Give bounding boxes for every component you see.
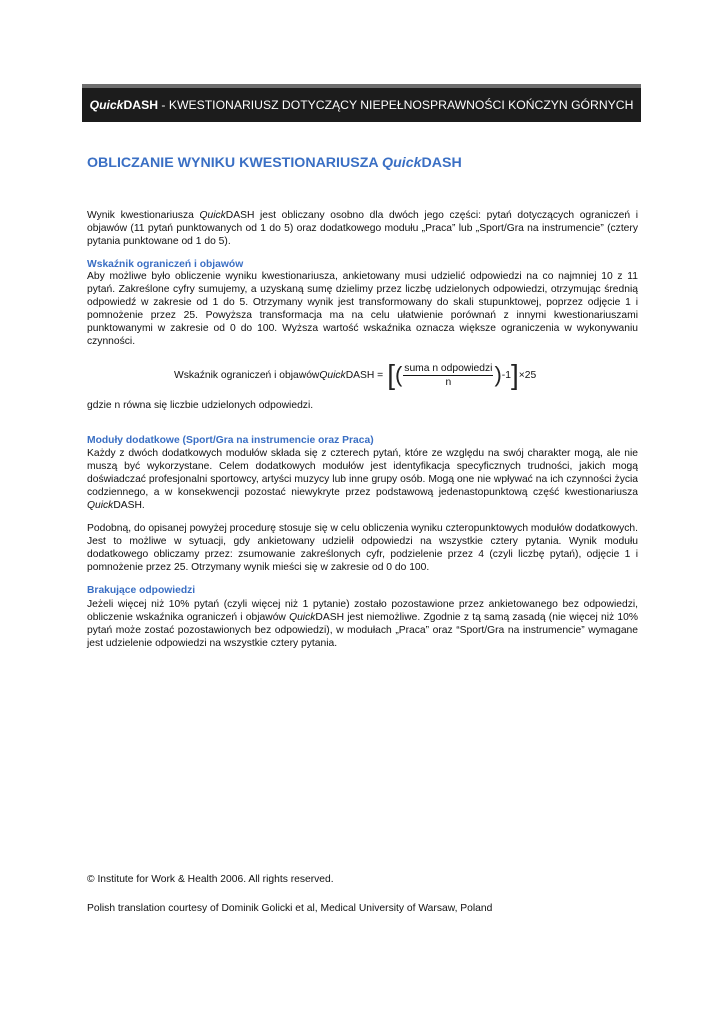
modules-text-before: Każdy z dwóch dodatkowych modułów składa się z czterech pytań, które ze względu na swój charakter mogą, ale nie muszą być wykorzystane. Celem dodatkowych modułów jest identyfikacja specyficznych trudności, jakich mogą doświadczać profesjonalni sportowcy, artyści muzycy lub inne grupy osób. Mogą one nie wpływać na ich czynności życia codziennego, a w konsekwencji pozostać niewykryte przez podstawową jedenastopunktową część kwestionariusza: [87, 448, 638, 499]
missing-heading: Brakujące odpowiedzi: [87, 585, 196, 596]
formula-label-after: DASH =: [345, 369, 384, 381]
modules-heading: Moduły dodatkowe (Sport/Gra na instrumencie oraz Praca): [87, 435, 374, 446]
page-title-brand-italic: Quick: [382, 155, 422, 171]
missing-brand-italic: Quick: [289, 612, 316, 624]
header-title-rest: - KWESTIONARIUSZ DOTYCZĄCY NIEPEŁNOSPRAWNOŚCI KOŃCZYN GÓRNYCH: [158, 98, 634, 112]
formula-open-bracket: [: [387, 359, 395, 390]
missing-text-before: Jeżeli więcej niż 10% pytań (czyli więcej niż 1 pytanie) zostało pozostawione przez ankietowanego bez odpowiedzi, obliczenie wskaźnika ograniczeń i objawów: [87, 599, 638, 624]
score-formula: [174, 358, 536, 392]
formula-minus: -1: [501, 369, 511, 381]
modules-text-after: DASH.: [113, 500, 145, 512]
symptoms-paragraph: Aby możliwe było obliczenie wyniku kwestionariusza, ankietowany musi udzielić odpowiedzi na co najmniej 10 z 11 pytań. Zakreślone cyfry sumujemy, a uzyskaną sumę dzielimy przez liczbę udzielonych odpowiedzi, otrzymując średnią odpowiedź w zakresie od 1 do 5. Otrzymany wynik jest transformowany do skali stupunktowej, poprzez odjęcie 1 i pomnożenie przez 25. Powyższa transformacja ma na celu ułatwienie porównań z innymi kwestionariuszami punktowanymi w zakresie od 0 do 100. Wyższa wartość wskaźnika oznacza większe ograniczenia w wykonywaniu czynności.: [87, 271, 638, 348]
modules-paragraph: [87, 447, 638, 512]
modules-brand-italic: Quick: [87, 500, 114, 512]
copyright-text: © Institute for Work & Health 2006. All rights reserved.: [87, 874, 334, 885]
modules-paragraph-2: Podobną, do opisanej powyżej procedurę stosuje się w celu obliczenia wyniku czteropunktowych modułów dodatkowych. Jest to możliwe w sytuacji, gdy ankietowany udzielił odpowiedzi na wszystkie cztery pytania. Wynik modułu dodatkowego obliczamy przez: zsumowanie zakreślonych cyfr, podzielenie przez 4 (czyli liczbę pytań), odjęcie 1 i pomnożenie przez 25. Otrzymany wynik mieści się w zakresie od 0 do 100.: [87, 523, 638, 574]
formula-label-before: Wskaźnik ograniczeń i objawów: [174, 369, 320, 381]
intro-paragraph: [87, 209, 638, 248]
intro-text-after: DASH jest obliczany osobno dla dwóch jego części: pytań dotyczących ograniczeń i objawów (11 pytań punktowanych od 1 do 5) oraz dodatkowego modułu „Praca” lub „Sport/Gra na instrumencie” (cztery pytania punktowane od 1 do 5).: [87, 210, 638, 248]
translation-credit: Polish translation courtesy of Dominik Golicki et al, Medical University of Warsaw, Poland: [87, 903, 493, 914]
intro-brand-italic: Quick: [199, 210, 226, 221]
page-title-main: OBLICZANIE WYNIKU KWESTIONARIUSZA: [87, 155, 383, 171]
symptoms-heading: Wskaźnik ograniczeń i objawów: [87, 259, 244, 270]
missing-text-after: DASH jest niemożliwe. Zgodnie z tą samą zasadą (nie więcej niż 10% pytań może zostać pozostawionych bez odpowiedzi), w modułach „Praca” oraz “Sport/Gra na instrumencie” wymagane jest udzielenie odpowiedzi na wszystkie cztery pytania.: [87, 612, 638, 650]
formula-note: gdzie n równa się liczbie udzielonych odpowiedzi.: [87, 400, 314, 411]
page-title-brand: DASH: [421, 155, 462, 171]
formula-close-paren: ): [494, 362, 502, 387]
intro-text-before: Wynik kwestionariusza: [87, 210, 200, 221]
formula-label-italic: Quick: [319, 369, 346, 381]
formula-close-bracket: ]: [510, 359, 519, 390]
formula-open-paren: (: [394, 362, 403, 387]
header-bar: [82, 84, 641, 122]
formula-denominator: n: [445, 376, 452, 388]
header-brand: DASH: [123, 98, 159, 112]
missing-paragraph: [87, 598, 638, 650]
header-brand-italic: Quick: [89, 98, 124, 112]
formula-numerator: suma n odpowiedzi: [404, 362, 493, 374]
formula-fraction: [403, 363, 493, 388]
page-title: [87, 155, 462, 171]
formula-times: ×25: [518, 369, 537, 381]
